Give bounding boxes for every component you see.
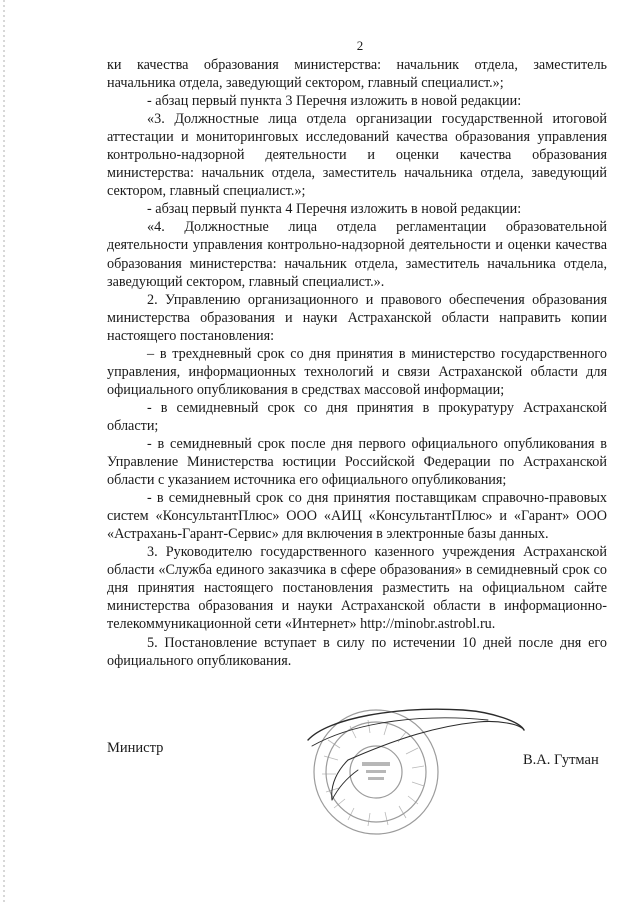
paragraph-item-3: «3. Должностные лица отдела организации государственной итоговой аттестации и мониторинговых исследований качества образования управления контрольно-надзорной деятельности и оценки качества образования министерства: начальник отдела, заместитель начальника отдела, заведующий сектором, главный специалист.»; bbox=[107, 111, 607, 200]
paragraph-item-4: «4. Должностные лица отдела регламентации образовательной деятельности управления контрольно-надзорной деятельности и оценки качества образования министерства: начальник отдела, заместитель начальника отдела, заведующий сектором, главный специалист.». bbox=[107, 219, 607, 290]
paragraph-clause-2-bullet-2: - в семидневный срок со дня принятия в прокуратуру Астраханской области; bbox=[107, 399, 607, 434]
paragraph-clause-2-bullet-3: - в семидневный срок после дня первого официального опубликования в Управление Министерства юстиции Российской Федерации по Астраханской области с указанием источника его официального опубликования; bbox=[107, 435, 607, 489]
paragraph-clause-2: 2. Управлению организационного и правового обеспечения образования министерства образования и науки Астраханской области направить копии настоящего постановления: bbox=[107, 291, 607, 344]
paragraph-clause-2-bullet-1: – в трехдневный срок со дня принятия в министерство государственного управления, информационных технологий и связи Астраханской области для официального опубликования в средствах массовой информации; bbox=[107, 345, 607, 398]
scan-edge-artifact bbox=[3, 0, 5, 905]
paragraph-continuation: ки качества образования министерства: начальник отдела, заместитель начальника отдела, заведующий сектором, главный специалист.»; bbox=[107, 57, 607, 92]
paragraph-clause-5: 5. Постановление вступает в силу по истечении 10 дней после дня его официального опубликования. bbox=[107, 634, 607, 669]
paragraph-amendment-3-intro: - абзац первый пункта 3 Перечня изложить в новой редакции: bbox=[147, 93, 522, 110]
document-body bbox=[107, 56, 607, 670]
signer-name: В.А. Гутман bbox=[523, 752, 599, 768]
signer-title: Министр bbox=[107, 740, 164, 756]
seal-and-signature-icon bbox=[288, 700, 533, 850]
paragraph-clause-3: 3. Руководителю государственного казенного учреждения Астраханской области «Служба единого заказчика в сфере образования» в семидневный срок со дня принятия настоящего постановления разместить на официальном сайте министерства образования и науки Астраханской области в информационно-телекоммуникационной сети «Интернет» http://minobr.astrobl.ru. bbox=[107, 544, 607, 633]
paragraph-amendment-4-intro: - абзац первый пункта 4 Перечня изложить в новой редакции: bbox=[147, 201, 522, 218]
page-number: 2 bbox=[356, 38, 364, 53]
paragraph-clause-2-bullet-4: - в семидневный срок со дня принятия поставщикам справочно-правовых систем «КонсультантПлюс» ООО «АИЦ «КонсультантПлюс» и «Гарант» ООО «Астрахань-Гарант-Сервис» для включения в электронные базы данных. bbox=[107, 490, 607, 543]
